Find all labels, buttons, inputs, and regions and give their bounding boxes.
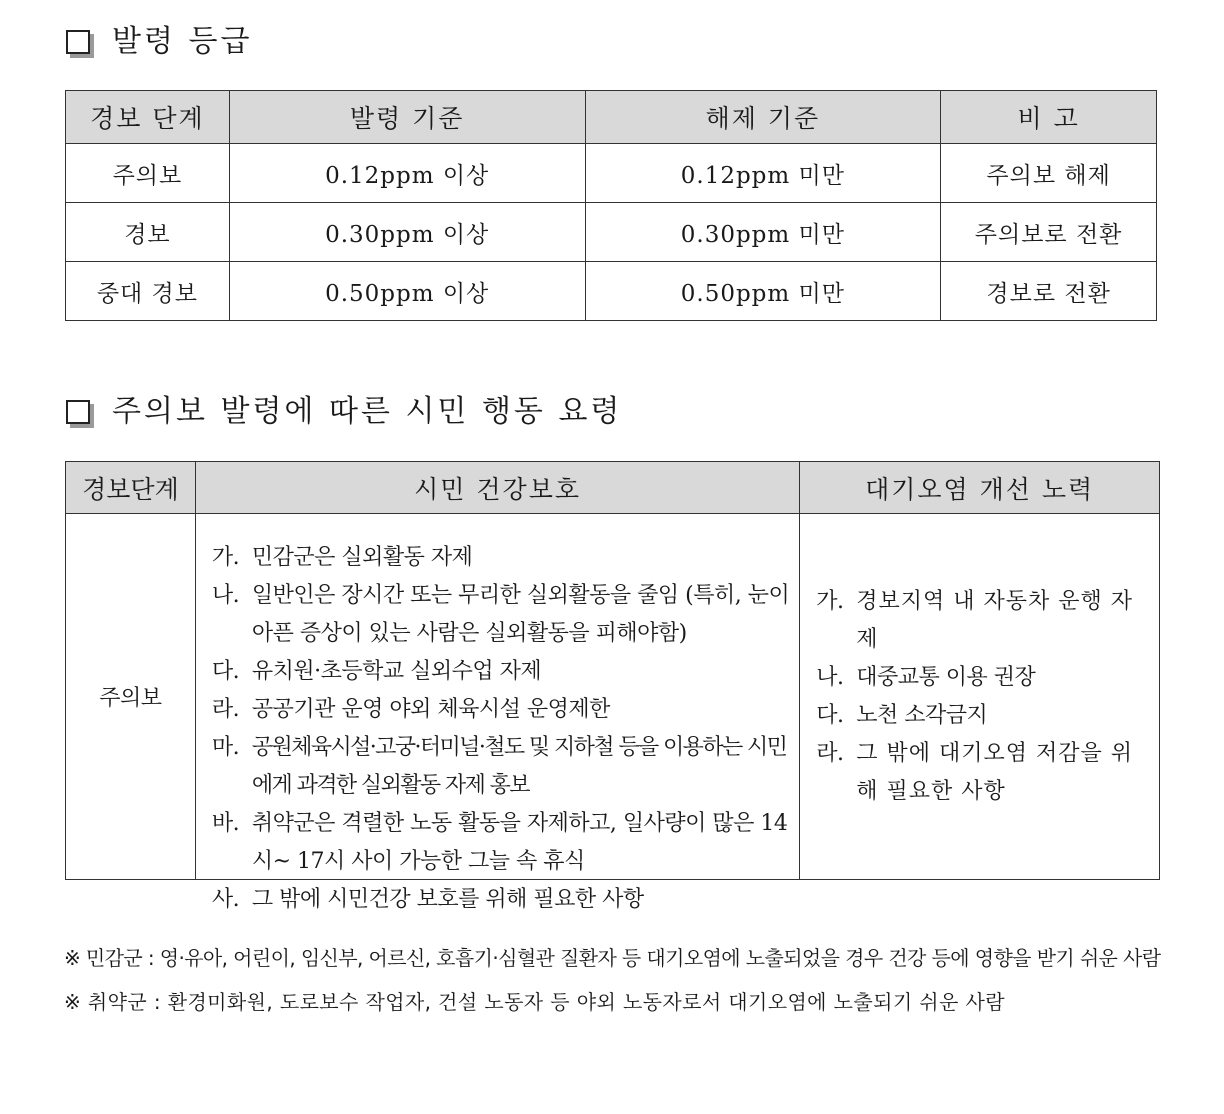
effort-list <box>800 583 1159 811</box>
cell-remark: 주의보 해제 <box>941 144 1157 203</box>
cell-issue: 0.30ppm 이상 <box>229 203 585 262</box>
cell-stage: 주의보 <box>66 144 230 203</box>
cell-effort-list <box>800 514 1160 880</box>
note-vulnerable-group: ※ 취약군 : 환경미화원, 도로보수 작업자, 건설 노동자 등 야외 노동자로서 대기오염에 노출되기 쉬운 사람 <box>64 990 1005 1014</box>
cell-stage: 경보 <box>66 203 230 262</box>
list-item: 라. 그 밖에 대기오염 저감을 위해 필요한 사항 <box>816 740 1134 804</box>
cell-remark: 경보로 전환 <box>941 262 1157 321</box>
list-item: 가. 민감군은 실외활동 자제 <box>211 545 473 570</box>
table-header-row <box>66 462 1160 514</box>
section-title-text: 주의보 발령에 따른 시민 행동 요령 <box>112 394 623 429</box>
list-item: 마. 공원체육시설·고궁·터미널·철도 및 지하철 등을 이용하는 시민에게 과격한 실외활동 자제 홍보 <box>211 735 787 798</box>
header-effort: 대기오염 개선 노력 <box>800 462 1160 514</box>
alert-grade-table <box>65 90 1157 321</box>
section-title-grade <box>66 24 253 59</box>
checkbox-icon <box>66 30 90 54</box>
cell-issue: 0.12ppm 이상 <box>229 144 585 203</box>
citizen-action-table <box>65 461 1160 912</box>
cell-health-list <box>195 514 799 912</box>
cell-release: 0.12ppm 미만 <box>585 144 941 203</box>
list-item: 바. 취약군은 격렬한 노동 활동을 자제하고, 일사량이 많은 14시~ 17시 사이 가능한 그늘 속 휴식 <box>211 811 788 874</box>
header-remarks: 비 고 <box>941 91 1157 144</box>
header-stage: 경보 단계 <box>66 91 230 144</box>
cell-stage: 주의보 <box>66 514 196 880</box>
header-issue-criteria: 발령 기준 <box>229 91 585 144</box>
list-item: 다. 노천 소각금지 <box>816 702 988 728</box>
cell-issue: 0.50ppm 이상 <box>229 262 585 321</box>
table-row <box>66 144 1157 203</box>
section-title-text: 발령 등급 <box>112 24 253 59</box>
list-item: 라. 공공기관 운영 야외 체육시설 운영제한 <box>211 697 610 722</box>
list-item: 가. 경보지역 내 자동차 운행 자제 <box>816 588 1134 652</box>
header-release-criteria: 해제 기준 <box>585 91 941 144</box>
table-row <box>66 203 1157 262</box>
header-stage: 경보단계 <box>66 462 196 514</box>
list-item: 나. 대중교통 이용 권장 <box>816 664 1036 690</box>
cell-stage: 중대 경보 <box>66 262 230 321</box>
cell-release: 0.50ppm 미만 <box>585 262 941 321</box>
table-header-row <box>66 91 1157 144</box>
table-row <box>66 262 1157 321</box>
list-item: 사. 그 밖에 시민건강 보호를 위해 필요한 사항 <box>211 887 644 912</box>
health-list <box>196 514 799 912</box>
header-health: 시민 건강보호 <box>195 462 799 514</box>
table-row <box>66 514 1160 880</box>
note-sensitive-group: ※ 민감군 : 영·유아, 어린이, 임신부, 어르신, 호흡기·심혈관 질환자 등 대기오염에 노출되었을 경우 건강 등에 영향을 받기 쉬운 사람 <box>64 946 1161 970</box>
checkbox-icon <box>66 400 90 424</box>
cell-release: 0.30ppm 미만 <box>585 203 941 262</box>
section-title-action <box>66 394 623 429</box>
list-item: 다. 유치원·초등학교 실외수업 자제 <box>211 659 542 684</box>
cell-remark: 주의보로 전환 <box>941 203 1157 262</box>
list-item: 나. 일반인은 장시간 또는 무리한 실외활동을 줄임 (특히, 눈이 아픈 증상이 있는 사람은 실외활동을 피해야함) <box>211 583 790 646</box>
